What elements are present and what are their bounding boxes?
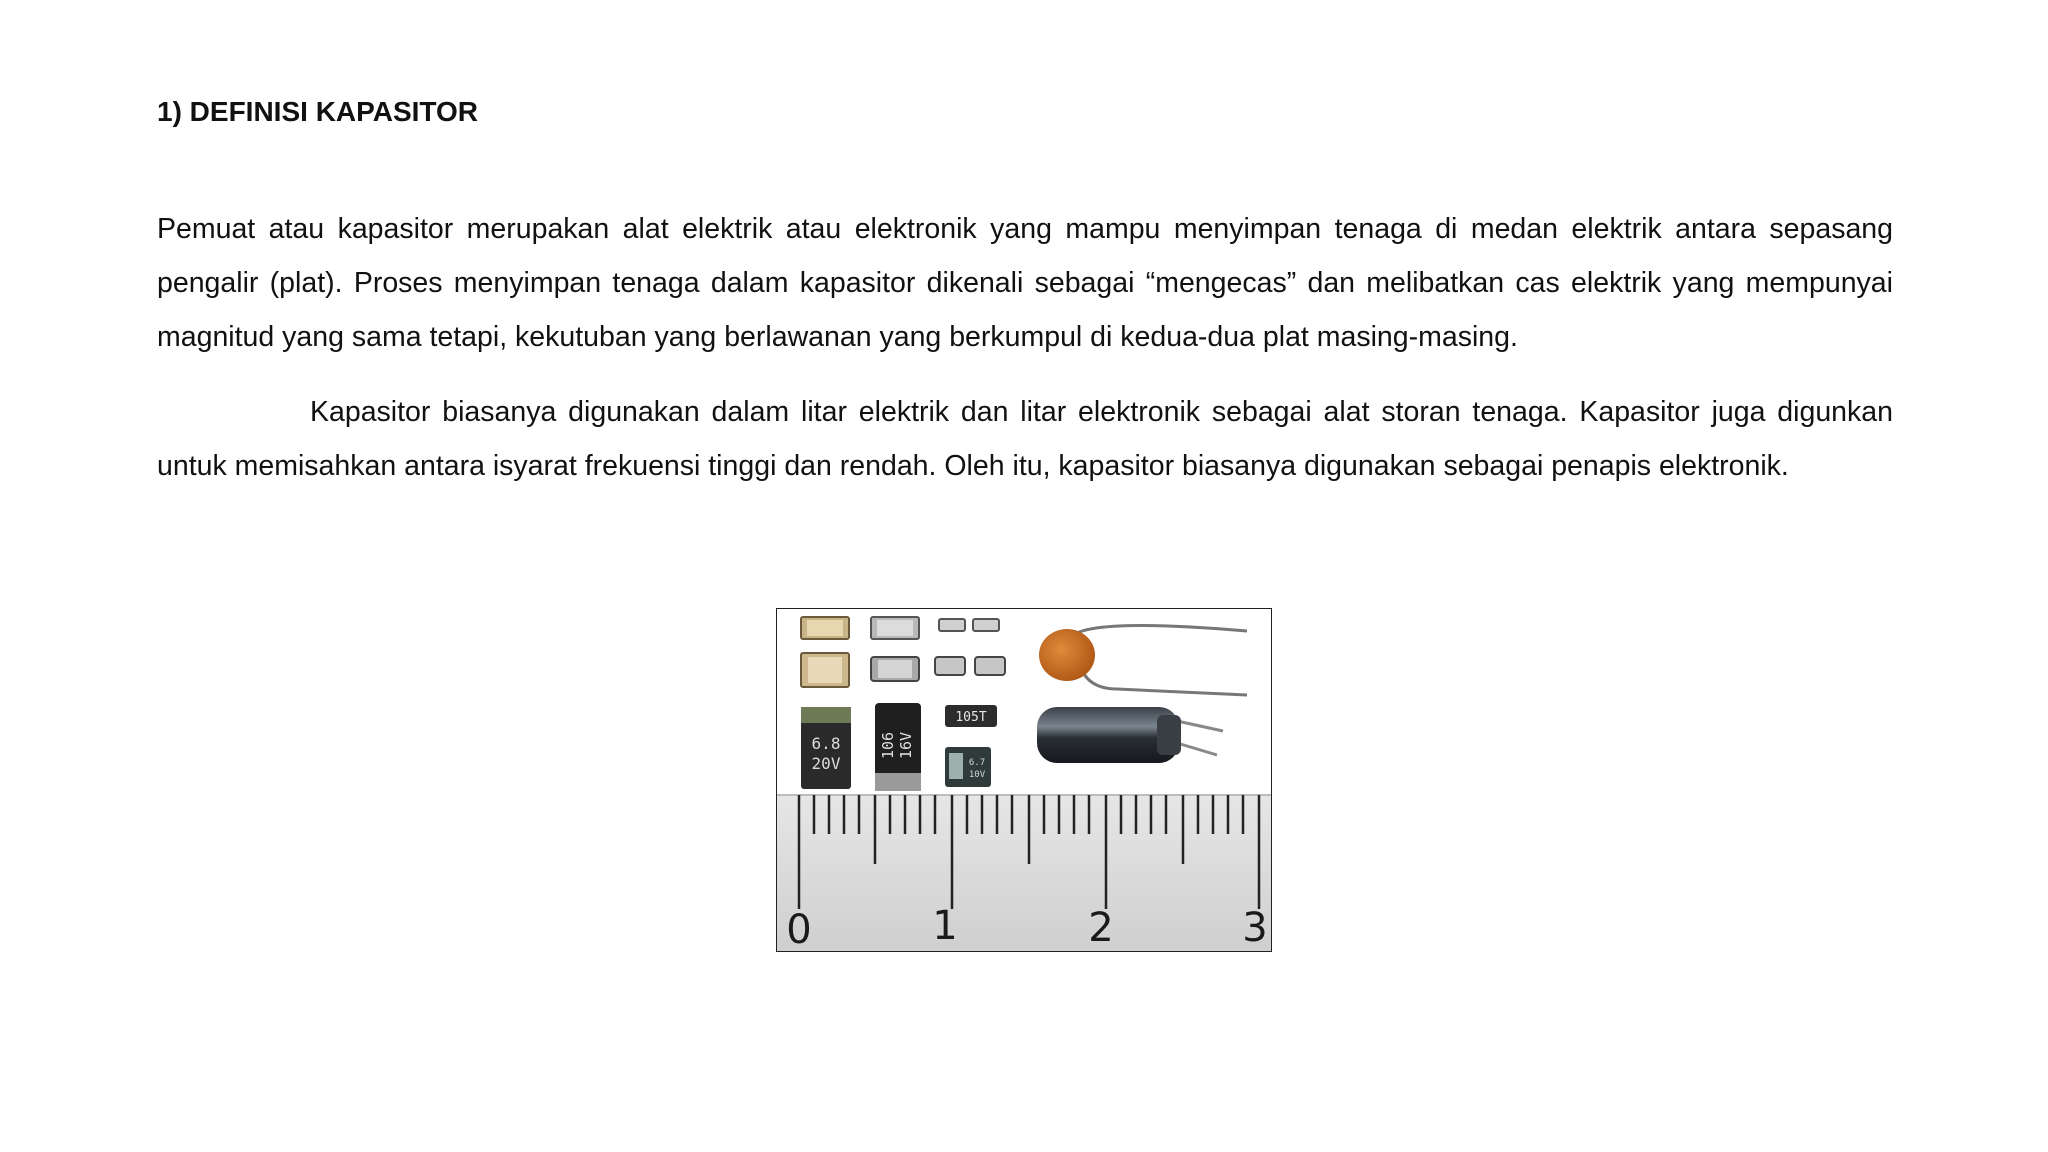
ruler xyxy=(777,795,1272,952)
small-tantalum-value: 6.7 xyxy=(968,758,986,768)
tantalum-2-voltage: 16V xyxy=(897,731,915,759)
tantalum-2-value: 106 xyxy=(879,731,897,759)
ruler-number-3: 3 xyxy=(1242,905,1268,951)
paragraph-usage: Kapasitor biasanya digunakan dalam litar elektrik dan litar elektronik sebagai alat storan tenaga. Kapasitor juga digunkan untuk memisahkan antara isyarat frekuensi tinggi dan rendah. Oleh itu, kapasitor biasanya digunakan sebagai penapis elektronik. xyxy=(157,396,1893,482)
small-tantalum-capacitor xyxy=(945,747,991,787)
section-heading: 1) DEFINISI KAPASITOR xyxy=(157,96,479,127)
tantalum-1-value: 6.8 xyxy=(811,734,841,753)
tantalum-capacitor-2 xyxy=(875,703,921,791)
smd-marked-capacitor xyxy=(945,705,997,727)
capacitor-photo xyxy=(776,608,1272,952)
paragraph-definition: Pemuat atau kapasitor merupakan alat elektrik atau elektronik yang mampu menyimpan tenaga di medan elektrik antara sepasang pengalir (plat). Proses menyimpan tenaga dalam kapasitor dikenali sebagai “mengecas” dan melibatkan cas elektrik yang mempunyai magnitud yang sama tetapi, kekutuban yang berlawanan yang berkumpul di kedua-dua plat masing-masing. xyxy=(157,213,1893,353)
small-tantalum-voltage: 10V xyxy=(968,770,986,780)
ruler-number-0: 0 xyxy=(786,907,812,952)
tantalum-capacitor-1 xyxy=(801,707,851,789)
ruler-number-1: 1 xyxy=(932,903,958,949)
ruler-number-2: 2 xyxy=(1088,905,1114,951)
tantalum-1-voltage: 20V xyxy=(811,754,841,773)
smd-marking-text: 105T xyxy=(955,710,987,725)
